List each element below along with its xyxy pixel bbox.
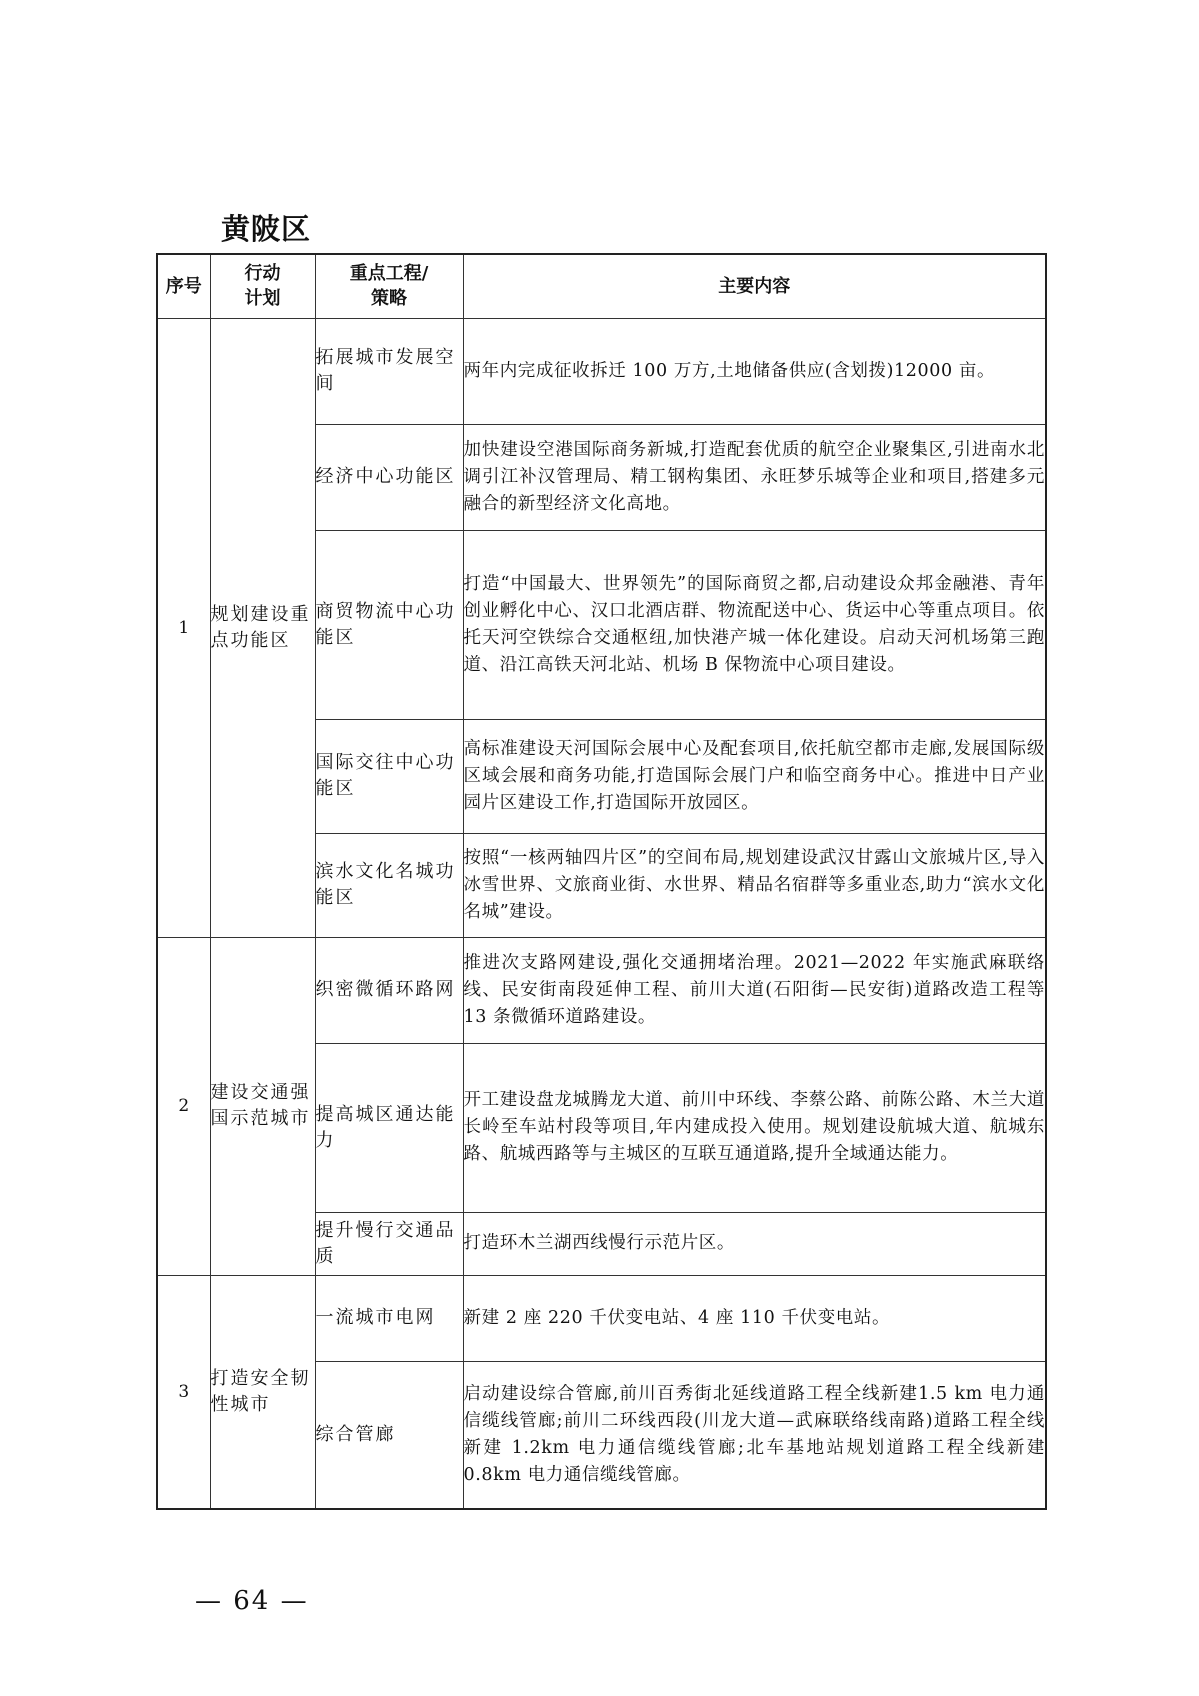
project-cell: 商贸物流中心功能区 [315,530,463,719]
action-plan-cell: 打造安全韧性城市 [210,1275,315,1509]
project-cell: 提升慢行交通品质 [315,1212,463,1275]
table-row [157,937,1046,1043]
header-action-line2: 计划 [244,288,281,310]
table-row [157,1275,1046,1361]
header-action-line1: 行动 [244,263,281,285]
header-content: 主要内容 [463,254,1046,318]
header-project [315,254,463,318]
content-cell: 按照“一核两轴四片区”的空间布局,规划建设武汉甘露山文旅城片区,导入冰雪世界、文旅商业街、水世界、精品名宿群等多重业态,助力“滨水文化名城”建设。 [463,833,1046,937]
project-cell: 拓展城市发展空间 [315,318,463,424]
project-cell: 经济中心功能区 [315,424,463,530]
project-cell: 提高城区通达能力 [315,1043,463,1212]
section-title: 黄陂区 [221,212,312,246]
project-cell: 一流城市电网 [315,1275,463,1361]
project-cell: 综合管廊 [315,1361,463,1509]
header-project-line2: 策略 [371,288,407,310]
content-cell: 开工建设盘龙城腾龙大道、前川中环线、李蔡公路、前陈公路、木兰大道长岭至车站村段等项目,年内建成投入使用。规划建设航城大道、航城东路、航城西路等与主城区的互联互通道路,提升全域通达能力。 [463,1043,1046,1212]
action-plan-table [156,253,1047,1510]
header-action [210,254,315,318]
group-no-cell: 3 [157,1275,210,1509]
header-project-line1: 重点工程/ [349,263,429,285]
content-cell: 打造环木兰湖西线慢行示范片区。 [463,1212,1046,1275]
content-cell: 打造“中国最大、世界领先”的国际商贸之都,启动建设众邦金融港、青年创业孵化中心、汉口北酒店群、物流配送中心、货运中心等重点项目。依托天河空铁综合交通枢纽,加快港产城一体化建设。启动天河机场第三跑道、沿江高铁天河北站、机场 B 保物流中心项目建设。 [463,530,1046,719]
action-plan-cell: 规划建设重点功能区 [210,318,315,937]
content-cell: 高标准建设天河国际会展中心及配套项目,依托航空都市走廊,发展国际级区域会展和商务功能,打造国际会展门户和临空商务中心。推进中日产业园片区建设工作,打造国际开放园区。 [463,719,1046,833]
table-header-row [157,254,1046,318]
content-cell: 两年内完成征收拆迁 100 万方,土地储备供应(含划拨)12000 亩。 [463,318,1046,424]
group-no-cell: 1 [157,318,210,937]
content-cell: 加快建设空港国际商务新城,打造配套优质的航空企业聚集区,引进南水北调引江补汉管理局、精工钢构集团、永旺梦乐城等企业和项目,搭建多元融合的新型经济文化高地。 [463,424,1046,530]
project-cell: 国际交往中心功能区 [315,719,463,833]
group-no-cell: 2 [157,937,210,1275]
project-cell: 织密微循环路网 [315,937,463,1043]
header-no: 序号 [157,254,210,318]
content-cell: 推进次支路网建设,强化交通拥堵治理。2021—2022 年实施武麻联络线、民安街南段延伸工程、前川大道(石阳街—民安街)道路改造工程等 13 条微循环道路建设。 [463,937,1046,1043]
project-cell: 滨水文化名城功能区 [315,833,463,937]
content-cell: 新建 2 座 220 千伏变电站、4 座 110 千伏变电站。 [463,1275,1046,1361]
action-plan-cell: 建设交通强国示范城市 [210,937,315,1275]
page-number: — 64 — [195,1586,309,1616]
content-cell: 启动建设综合管廊,前川百秀街北延线道路工程全线新建1.5 km 电力通信缆线管廊;前川二环线西段(川龙大道—武麻联络线南路)道路工程全线新建 1.2km 电力通信缆线管廊;北车基地站规划道路工程全线新建 0.8km 电力通信缆线管廊。 [463,1361,1046,1509]
table-row [157,318,1046,424]
